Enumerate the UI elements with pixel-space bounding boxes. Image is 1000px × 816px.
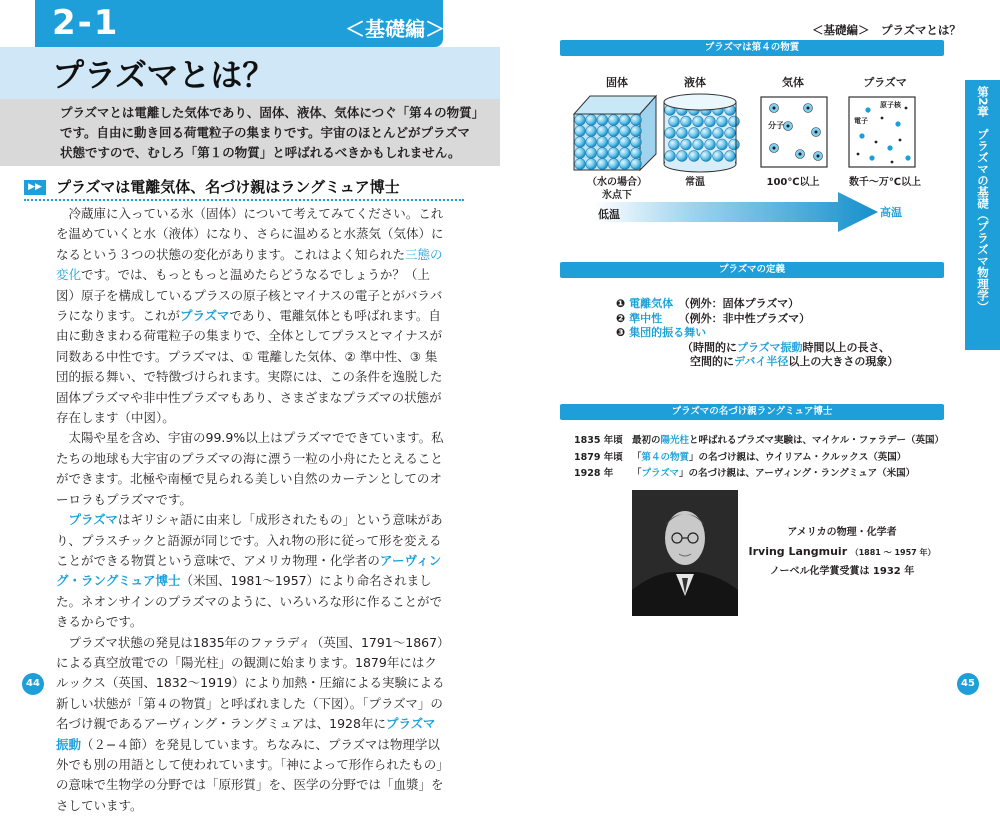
intro-text: プラズマとは電離した気体であり、固体、液体、気体につぐ「第４の物質」です。自由に動き回る荷電粒子の集まりです。宇宙のほとんどがプラズマ状態ですので、むしろ「第１の物質」と呼ばれるべきかもしれません。 bbox=[60, 105, 478, 160]
solid-particle bbox=[608, 115, 619, 126]
caption-years: （1881 〜 1957 年） bbox=[850, 548, 936, 557]
paragraph-1 bbox=[56, 204, 446, 428]
state-label-solid: 固体 bbox=[606, 76, 628, 89]
history-text-c: 」の名づけ親は、ウイリアム・クルックス（英国） bbox=[689, 451, 907, 463]
state-label-plasma: プラズマ bbox=[863, 76, 907, 89]
plasma-ion bbox=[865, 107, 870, 112]
liquid-particle bbox=[701, 128, 712, 139]
plasma-ion bbox=[869, 155, 874, 160]
gas-molecule-core bbox=[799, 153, 802, 156]
solid-particle bbox=[586, 148, 597, 159]
solid-particle bbox=[631, 115, 642, 126]
gas-molecule-core bbox=[817, 155, 820, 158]
section-tag: ＜基礎編＞ bbox=[345, 17, 445, 41]
text-run: であり、電離気体とも呼ばれます。自由に動きまわる荷電粒子の集まりで、全体としてプラスとマイナスが同数ある中性です。プラズマは、① 電離した気体、② 準中性、③ 集団的振る舞い、で特徴づけられます。実際には、この条件を逸脱した固体プラズマや非中性プラズマもあり、さまざまなプラズマの状態が存在します（中図）。 bbox=[56, 308, 443, 426]
paragraph-4 bbox=[56, 633, 446, 816]
solid-particle bbox=[631, 126, 642, 137]
solid-particle bbox=[575, 148, 586, 159]
section-number: 2-1 bbox=[52, 3, 120, 43]
plasma-electron bbox=[857, 153, 860, 156]
text-run: です。では、もっともっと温めたらどうなるでしょうか？（上図）原子を構成しているプラスの原子核とマイナスの電子とがバラバラになります。これが bbox=[56, 267, 443, 324]
gas-molecule-core bbox=[787, 125, 790, 128]
caption-line-3: ノーベル化学賞受賞は 1932 年 bbox=[769, 566, 915, 577]
plasma-ion bbox=[887, 145, 892, 150]
solid-particle bbox=[608, 159, 619, 170]
figure-1-title: プラズマは第４の物質 bbox=[560, 40, 944, 56]
state-label-gas: 気体 bbox=[782, 76, 804, 89]
liquid-particle bbox=[705, 116, 716, 127]
history-text-a: 「 bbox=[632, 451, 642, 463]
history-text-c: と呼ばれるプラズマ実験は、マイケル・ファラデー（英国） bbox=[689, 435, 945, 446]
def-1: 電離気体 bbox=[629, 297, 674, 310]
history-year: 1879 年頃 bbox=[574, 451, 623, 463]
liquid-particle bbox=[669, 139, 680, 150]
gas-box-illustration bbox=[760, 96, 830, 170]
solid-particle bbox=[586, 115, 597, 126]
high-temp-label: 高温 bbox=[880, 206, 902, 219]
page-title: プラズマとは？ bbox=[52, 56, 275, 94]
solid-particle bbox=[575, 126, 586, 137]
liquid-particle bbox=[677, 128, 688, 139]
solid-particle bbox=[597, 126, 608, 137]
history-row bbox=[574, 466, 944, 483]
liquid-particle bbox=[689, 128, 700, 139]
def-3-line2-c: 以上の大きさの現象） bbox=[788, 355, 899, 368]
liquid-particle bbox=[701, 151, 712, 162]
liquid-particle bbox=[681, 139, 692, 150]
molecule-label: 分子 bbox=[768, 121, 784, 130]
state-label-liquid: 液体 bbox=[684, 76, 706, 89]
caption-name: Irving Langmuir bbox=[748, 545, 848, 558]
subheading: プラズマは電離気体、名づけ親はラングミュア博士 bbox=[56, 178, 400, 196]
history-row bbox=[574, 433, 944, 450]
page-number-left: 44 bbox=[22, 673, 44, 695]
debye-radius-term: デバイ半径 bbox=[734, 355, 789, 368]
solid-cube-illustration bbox=[570, 92, 660, 172]
page-number-right: 45 bbox=[957, 673, 979, 695]
gas-molecule-core bbox=[773, 107, 776, 110]
history-table bbox=[574, 433, 944, 483]
paragraph-3 bbox=[56, 510, 446, 632]
def-2-exception: （例外：非中性プラズマ） bbox=[684, 311, 811, 325]
plasma-ion bbox=[859, 133, 864, 138]
plasma-electron bbox=[881, 117, 884, 120]
history-text-a: 「 bbox=[632, 468, 642, 479]
plasma-ion bbox=[905, 155, 910, 160]
gas-molecule-core bbox=[807, 107, 810, 110]
definition-list bbox=[616, 297, 898, 370]
def-3-line2-a: 空間的に bbox=[690, 355, 734, 368]
state-caption-liquid: 常温 bbox=[685, 177, 705, 188]
liquid-particle bbox=[689, 151, 700, 162]
dotted-divider bbox=[24, 199, 464, 201]
def-num-2: ❷ bbox=[616, 311, 626, 325]
running-head: ＜基礎編＞ プラズマとは？ bbox=[812, 23, 961, 37]
def-3: 集団的振る舞い bbox=[629, 326, 707, 339]
text-run: はギリシャ語に由来し「成形されたもの」という意味があり、プラスチックと語源が同じです。入れ物の形に従って形を変えることができる物質という意味で、アメリカ物理・化学者の bbox=[56, 512, 443, 568]
solid-particle bbox=[608, 137, 619, 148]
history-text-a: 最初の bbox=[632, 435, 661, 446]
solid-particle bbox=[575, 159, 586, 170]
liquid-particle bbox=[669, 116, 680, 127]
state-caption-plasma: 数千〜万℃以上 bbox=[848, 177, 922, 188]
highlight-term: 三態の変化 bbox=[56, 246, 443, 283]
def-3-line1-c: 時間以上の長さ、 bbox=[802, 340, 891, 354]
state-caption-solid: （水の場合） 氷点下 bbox=[587, 177, 647, 201]
low-temp-label: 低温 bbox=[598, 208, 620, 221]
liquid-particle bbox=[725, 151, 736, 162]
paragraph-2 bbox=[56, 428, 446, 510]
liquid-particle bbox=[693, 139, 704, 150]
liquid-particle bbox=[705, 139, 716, 150]
solid-particle bbox=[575, 137, 586, 148]
state-caption-gas: 100℃以上 bbox=[766, 177, 820, 188]
highlight-term: プラズマ bbox=[68, 512, 118, 528]
liquid-particle bbox=[729, 139, 740, 150]
electron-label: 電子 bbox=[854, 117, 868, 125]
figure-3-title: プラズマの名づけ親ラングミュア博士 bbox=[560, 404, 944, 420]
solid-particle bbox=[631, 148, 642, 159]
nucleus-label: 原子核 bbox=[880, 101, 901, 109]
solid-particle bbox=[608, 126, 619, 137]
liquid-particle bbox=[681, 116, 692, 127]
plasma-electron bbox=[891, 161, 894, 164]
history-row bbox=[574, 450, 944, 467]
liquid-cylinder-illustration bbox=[660, 92, 740, 174]
solid-particle bbox=[597, 137, 608, 148]
text-run: （２−４節）を発見しています。ちなみに、プラズマは物理学以外でも別の用語として使われています。「神によって形作られたもの」の意味で生物学の分野では「原形質」を、医学の分野では「血漿」をさしています。 bbox=[56, 736, 444, 813]
langmuir-portrait bbox=[632, 490, 738, 616]
solid-particle bbox=[597, 115, 608, 126]
liquid-particle bbox=[717, 139, 728, 150]
caption-line-1: アメリカの物理・化学者 bbox=[787, 527, 897, 538]
solid-particle bbox=[586, 126, 597, 137]
plasma-ion bbox=[895, 121, 900, 126]
solid-particle bbox=[575, 115, 586, 126]
history-year: 1928 年 bbox=[574, 468, 614, 479]
plasma-electron bbox=[875, 141, 878, 144]
solid-particle bbox=[597, 148, 608, 159]
temperature-arrow bbox=[594, 190, 884, 234]
solid-particle bbox=[619, 159, 630, 170]
liquid-particle bbox=[693, 116, 704, 127]
history-term: プラズマ bbox=[641, 468, 680, 479]
history-year: 1835 年頃 bbox=[574, 435, 623, 446]
solid-particle bbox=[619, 126, 630, 137]
highlight-term: プラズマ振動 bbox=[56, 716, 436, 752]
history-term: 陽光柱 bbox=[660, 435, 690, 446]
liquid-particle bbox=[729, 116, 740, 127]
text-run: プラズマ状態の発見は1835年のファラディ（英国、1791〜1867）による真空放電での「陽光柱」の観測に始まります。1879年にはクルックス（英国、1832〜1919）により加熱・圧縮による実験による新しい状態が「第４の物質」と呼ばれました（下図）。「プラズマ」の名づけ親であるアーヴィング・ラングミュアは、1928年に bbox=[56, 634, 445, 732]
solid-particle bbox=[619, 115, 630, 126]
liquid-particle bbox=[717, 116, 728, 127]
gas-molecule-core bbox=[815, 131, 818, 134]
plasma-oscillation-term: プラズマ振動 bbox=[737, 340, 803, 354]
gas-molecule-core bbox=[773, 147, 776, 150]
liquid-particle bbox=[677, 151, 688, 162]
solid-particle bbox=[631, 137, 642, 148]
portrait-caption bbox=[742, 523, 942, 581]
def-num-1: ❶ bbox=[616, 297, 626, 310]
liquid-particle bbox=[725, 128, 736, 139]
def-3-line1-a: （時間的に bbox=[682, 340, 737, 354]
liquid-particle bbox=[713, 151, 724, 162]
text-run: 冷蔵庫に入っている氷（固体）について考えてみてください。これを温めていくと水（液体）になり、さらに温めると水蒸気（気体）になるという３つの状態の変化があります。これはよく知られた bbox=[56, 206, 444, 262]
solid-particle bbox=[608, 148, 619, 159]
solid-particle bbox=[586, 137, 597, 148]
def-1-exception: （例外：固体プラズマ） bbox=[684, 297, 800, 310]
def-2: 準中性 bbox=[629, 311, 663, 325]
highlight-term: アーヴィング・ラングミュア博士 bbox=[56, 552, 442, 589]
double-arrow-icon: ▶▶ bbox=[24, 180, 46, 195]
liquid-particle bbox=[665, 128, 676, 139]
figure-2-title: プラズマの定義 bbox=[560, 262, 944, 278]
text-run: 太陽や星を含め、宇宙の99.9%以上はプラズマでできています。私たちの地球も大宇宙のプラズマの海に漂う一粒の小舟にたとえることができます。北極や南極で見られる美しい自然のカーテンとしてのオーロラもプラズマです。 bbox=[56, 430, 444, 507]
solid-particle bbox=[597, 159, 608, 170]
liquid-particle bbox=[713, 128, 724, 139]
body-text bbox=[56, 204, 446, 816]
history-term: 第４の物質 bbox=[641, 451, 690, 463]
history-text-c: 」の名づけ親は、アーヴィング・ラングミュア（米国） bbox=[679, 468, 916, 479]
solid-particle bbox=[619, 148, 630, 159]
chapter-tab-text: 第2章 プラズマの基礎（プラズマ物理学） bbox=[976, 86, 990, 313]
solid-particle bbox=[619, 137, 630, 148]
def-num-3: ❸ bbox=[616, 326, 626, 339]
plasma-electron bbox=[899, 139, 902, 142]
solid-particle bbox=[631, 159, 642, 170]
liquid-particle bbox=[665, 151, 676, 162]
plasma-electron bbox=[905, 107, 908, 110]
text-run: （米国、1981〜1957）により命名されました。ネオンサインのプラズマのように、いろいろな形に作ることができるからです。 bbox=[56, 573, 443, 630]
highlight-term: プラズマ bbox=[180, 308, 230, 324]
solid-particle bbox=[586, 159, 597, 170]
